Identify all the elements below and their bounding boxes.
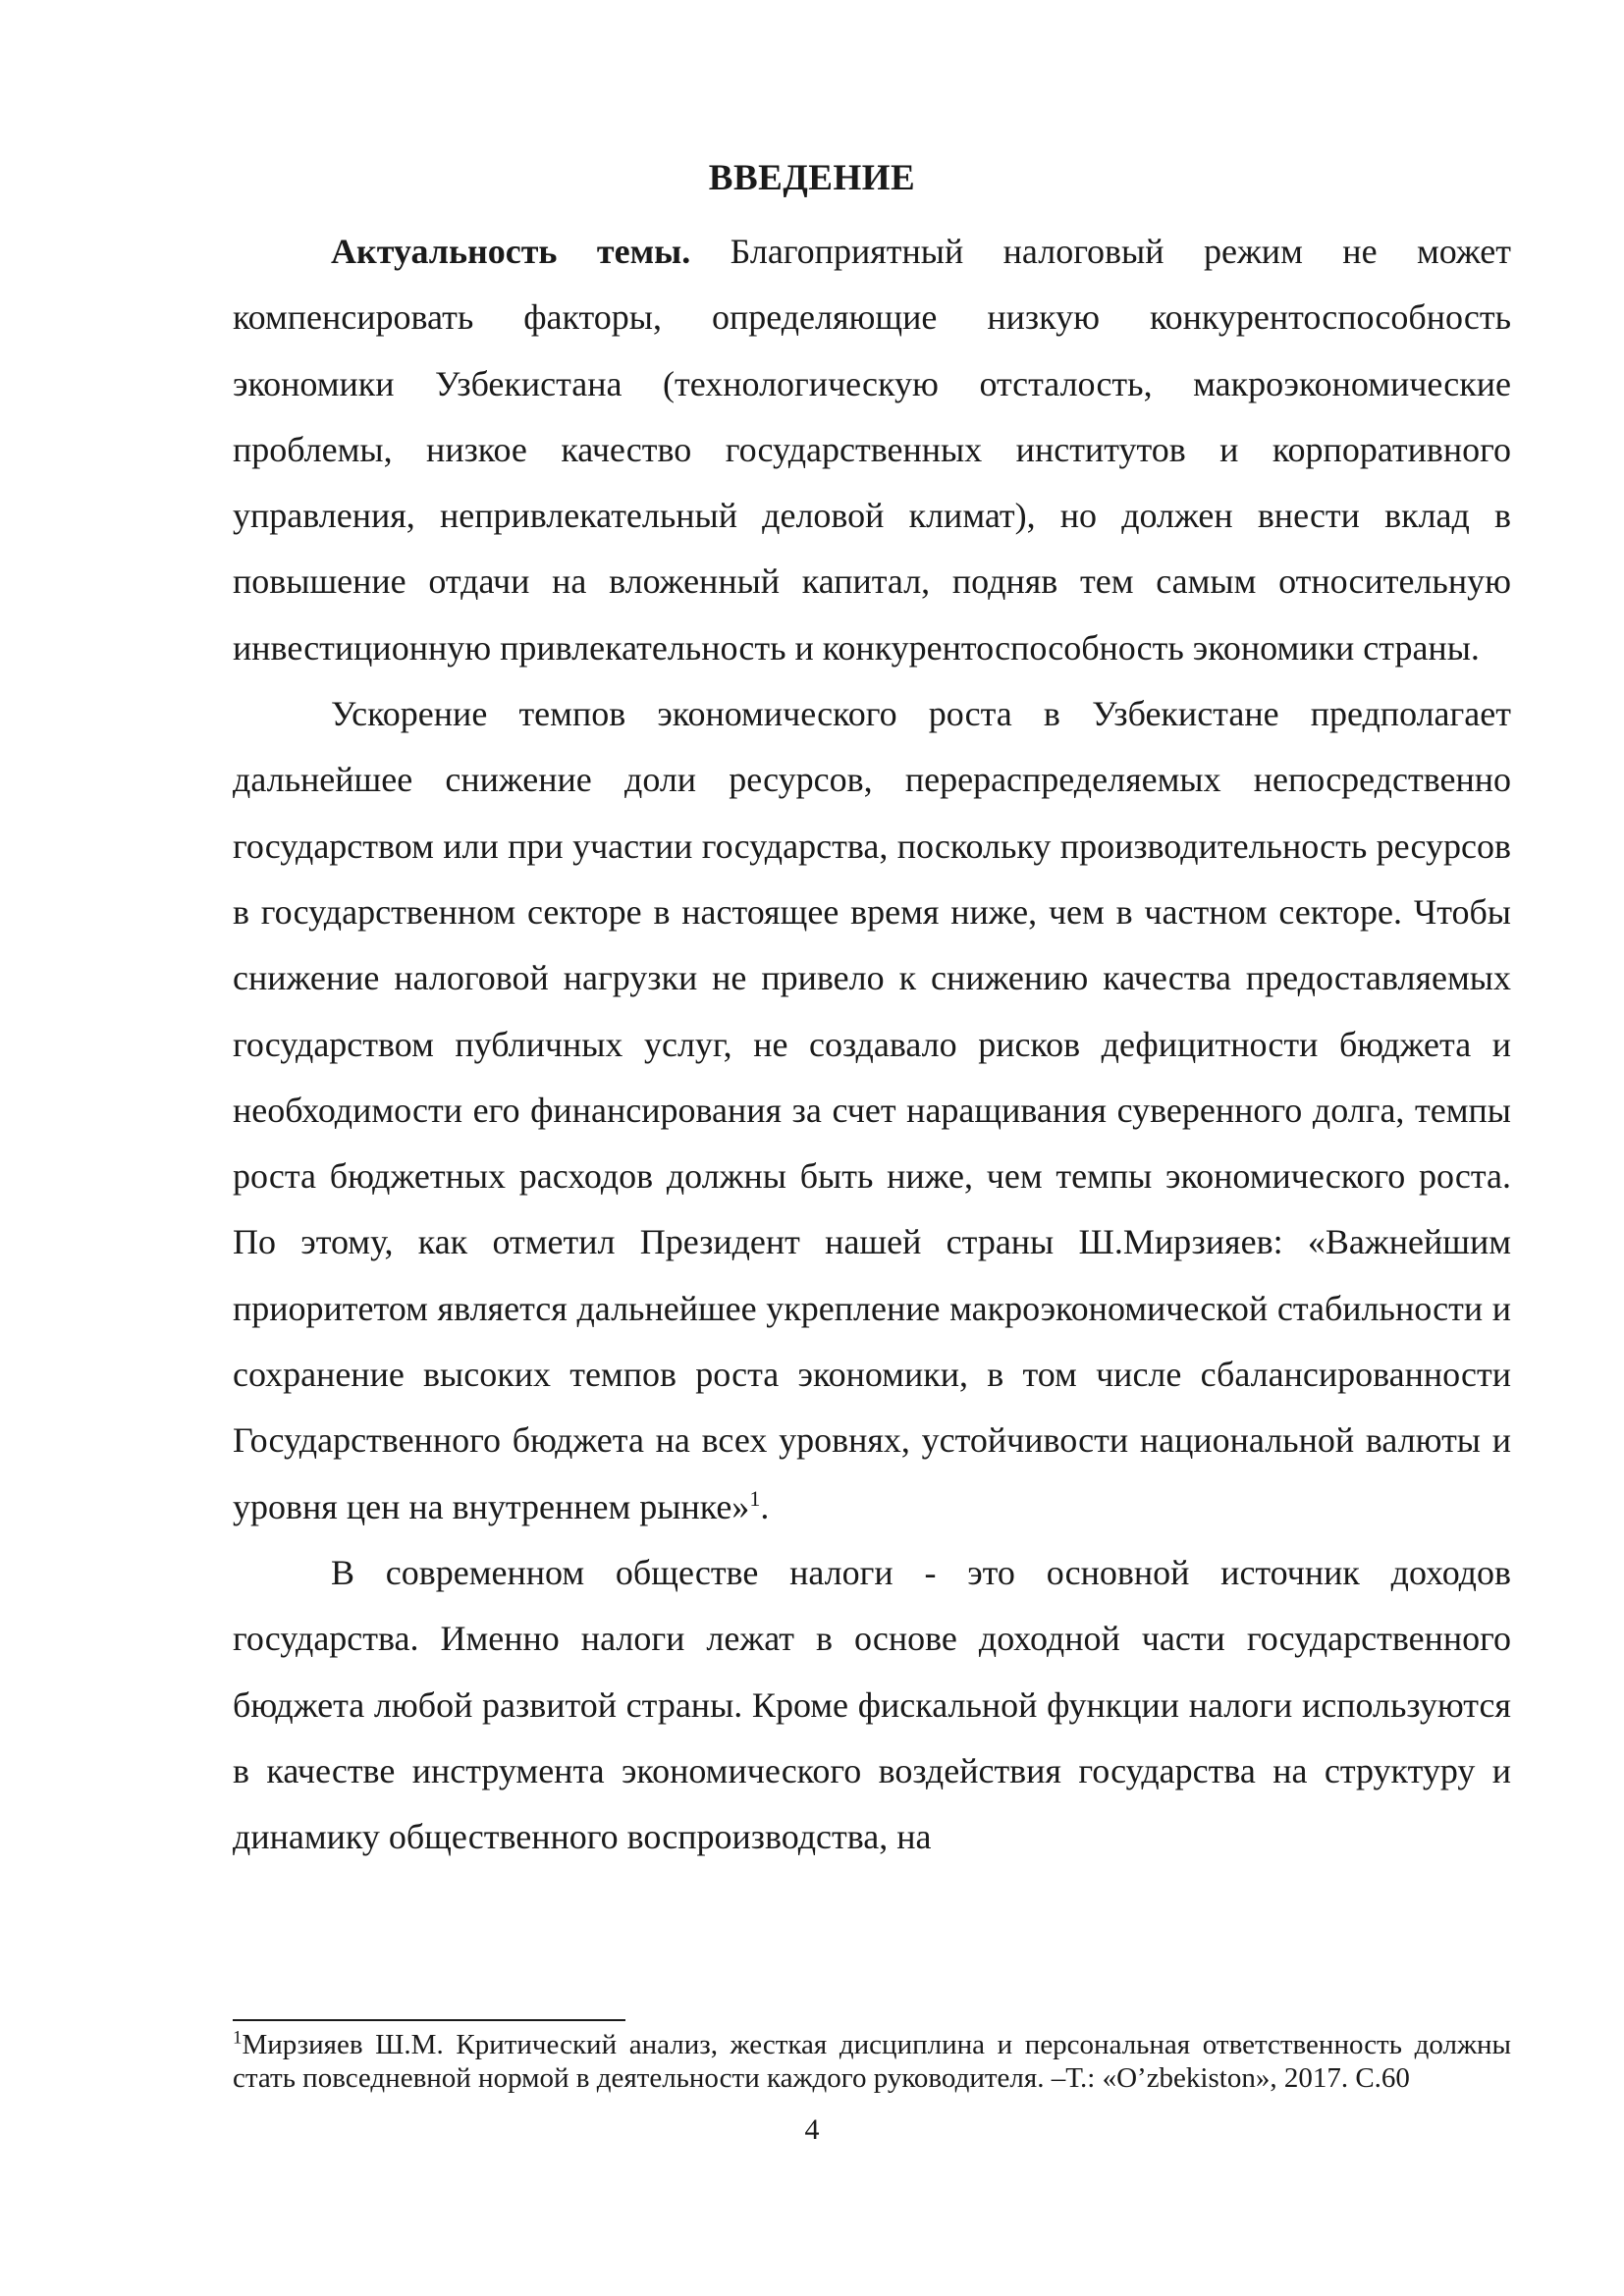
footnote-reference[interactable]: 1	[749, 1485, 761, 1511]
body-text	[233, 219, 1511, 1870]
paragraph-lead: Актуальность темы.	[331, 232, 691, 271]
paragraph-text: Благоприятный налоговый режим не может компенсировать факторы, определяющие низкую конкурентоспособность экономики Узбекистана (технологическую отсталость, макроэкономические проблемы, низкое качество государственных институтов и корпоративного управления, непривлекательный деловой климат), но должен внести вклад в повышение отдачи на вложенный капитал, подняв тем самым относительную инвестиционную привлекательность и конкурентоспособность экономики страны.	[233, 232, 1511, 667]
paragraph-relevance	[233, 219, 1511, 681]
paragraph-text: Ускорение темпов экономического роста в Узбекистане предполагает дальнейшее снижение доли ресурсов, перераспределяемых непосредственно государством или при участии государства, поскольку производительность ресурсов в государственном секторе в настоящее время ниже, чем в частном секторе. Чтобы снижение налоговой нагрузки не привело к снижению качества предоставляемых государством публичных услуг, не создавало рисков дефицитности бюджета и необходимости его финансирования за счет наращивания суверенного долга, темпы роста бюджетных расходов должны быть ниже, чем темпы экономического роста. По этому, как отметил Президент нашей страны Ш.Мирзияев: «Важнейшим приоритетом является дальнейшее укрепление макроэкономической стабильности и сохранение высоких темпов роста экономики, в том числе сбалансированности Государственного бюджета на всех уровнях, устойчивости национальной валюты и уровня цен на внутреннем рынке»	[233, 694, 1511, 1526]
page-title: ВВЕДЕНИЕ	[708, 158, 916, 198]
page-number: 4	[804, 2113, 820, 2146]
paragraph-text: В современном обществе налоги - это основной источник доходов государства. Именно налоги лежат в основе доходной части государственного бюджета любой развитой страны. Кроме фискальной функции налоги используются в качестве инструмента экономического воздействия государства на структуру и динамику общественного воспроизводства, на	[233, 1552, 1511, 1857]
footnote-text: Мирзияев Ш.М. Критический анализ, жесткая дисциплина и персональная ответственность должны стать повседневной нормой в деятельности каждого руководителя. –Т.: «O’zbekiston», 2017. С.60	[233, 2029, 1511, 2094]
paragraph-tail: .	[760, 1486, 770, 1526]
footnote-divider	[233, 2019, 625, 2021]
paragraph-taxes	[233, 1540, 1511, 1870]
footnote	[233, 2028, 1511, 2095]
footnote-marker: 1	[233, 2027, 243, 2049]
paragraph-growth	[233, 681, 1511, 1540]
